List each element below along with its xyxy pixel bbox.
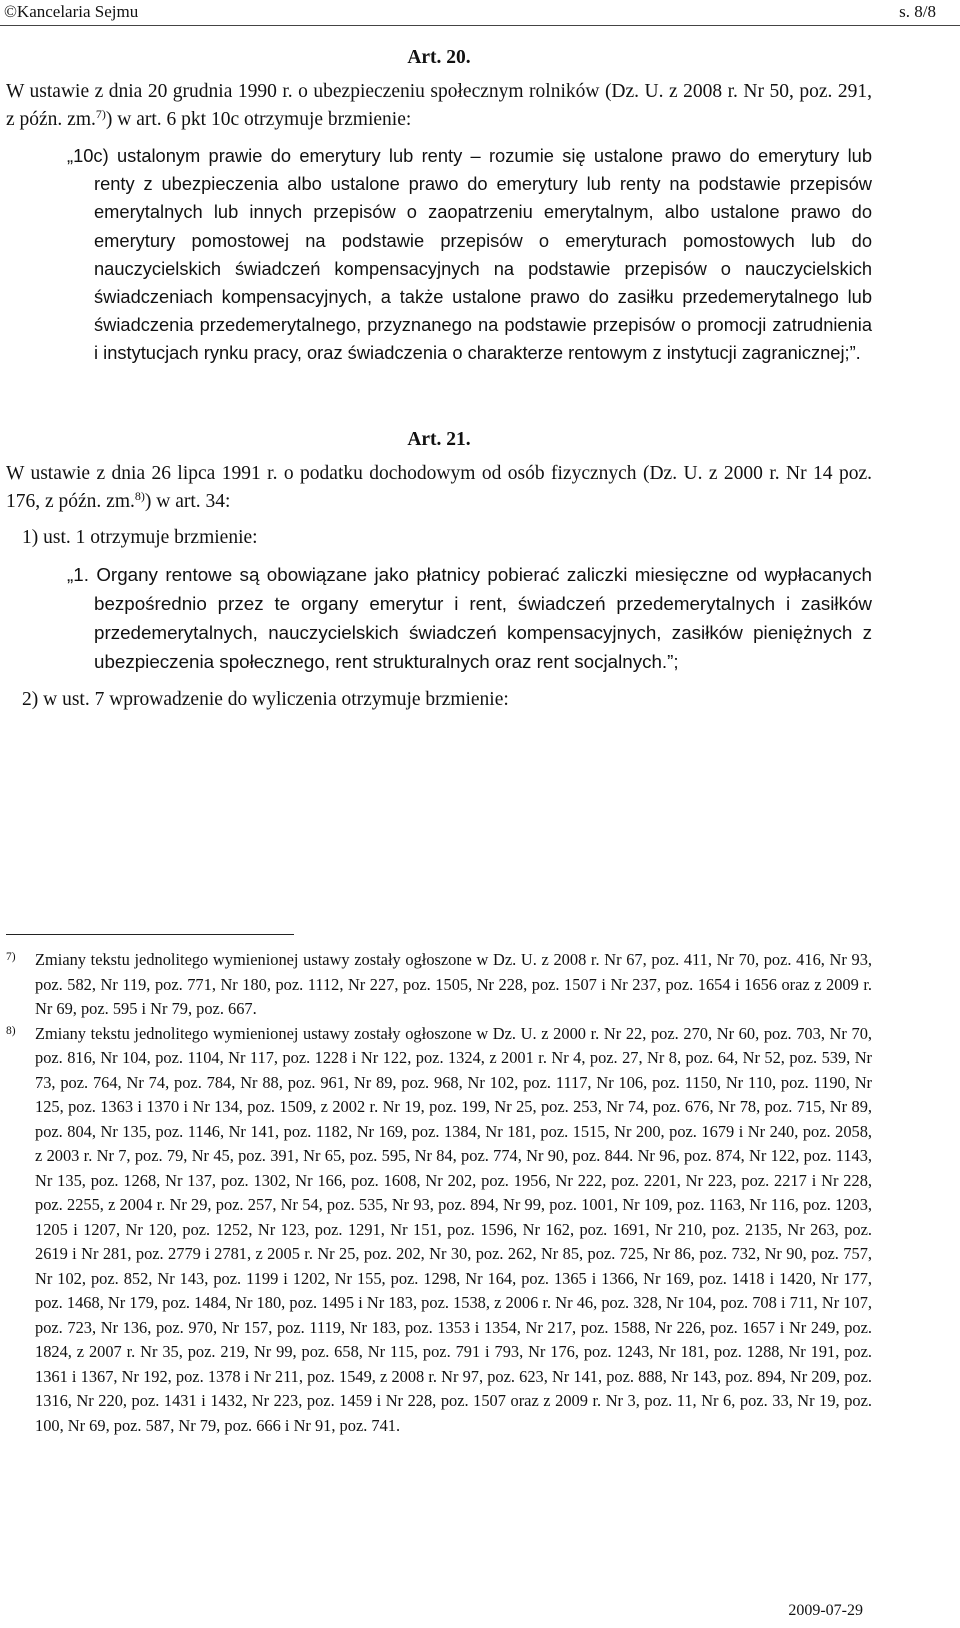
header-page-number: s. 8/8 [899,2,936,21]
footnote-8 [6,1022,872,1439]
header-divider [0,25,960,26]
footnote-8-text: Zmiany tekstu jednolitego wymienionej ustawy zostały ogłoszone w Dz. U. z 2000 r. Nr 22, poz. 270, Nr 60, poz. 703, Nr 70, poz. 816, Nr 104, poz. 1104, Nr 117, poz. 1228 i Nr 122, poz. 1324, z 2001 r. Nr 4, poz. 27, Nr 8, poz. 64, Nr 52, poz. 539, Nr 73, poz. 764, Nr 74, poz. 784, Nr 88, poz. 961, Nr 89, poz. 968, Nr 102, poz. 1117, Nr 106, poz. 1150, Nr 110, poz. 1190, Nr 125, poz. 1363 i 1370 i Nr 134, poz. 1509, z 2002 r. Nr 19, poz. 199, Nr 25, poz. 253, Nr 74, poz. 676, Nr 78, poz. 715, Nr 89, poz. 804, Nr 135, poz. 1146, Nr 141, poz. 1182, Nr 169, poz. 1384, Nr 181, poz. 1515, Nr 200, poz. 1679 i Nr 240, poz. 2058, z 2003 r. Nr 7, poz. 79, Nr 45, poz. 391, Nr 65, poz. 595, Nr 84, poz. 774, Nr 90, poz. 844. Nr 96, poz. 874, Nr 122, poz. 1143, Nr 135, poz. 1268, Nr 137, poz. 1302, Nr 166, poz. 1608, Nr 202, poz. 1956, Nr 222, poz. 2201, Nr 223, poz. 2217 i Nr 228, poz. 2255, z 2004 r. Nr 29, poz. 257, Nr 54, poz. 535, Nr 93, poz. 894, Nr 99, poz. 1001, Nr 109, poz. 1163, Nr 116, poz. 1203, 1205 i 1207, Nr 120, poz. 1252, Nr 123, poz. 1291, Nr 151, poz. 1596, Nr 162, poz. 1691, Nr 210, poz. 2135, Nr 263, poz. 2619 i Nr 281, poz. 2779 i 2781, z 2005 r. Nr 25, poz. 202, Nr 30, poz. 262, Nr 85, poz. 725, Nr 86, poz. 732, Nr 90, poz. 757, Nr 102, poz. 852, Nr 143, poz. 1199 i 1202, Nr 155, poz. 1298, Nr 164, poz. 1365 i 1366, Nr 169, poz. 1418 i 1420, Nr 177, poz. 1468, Nr 179, poz. 1484, Nr 180, poz. 1495 i Nr 183, poz. 1538, z 2006 r. Nr 46, poz. 328, Nr 104, poz. 708 i 711, Nr 107, poz. 723, Nr 136, poz. 970, Nr 157, poz. 1119, Nr 183, poz. 1353 i 1354, Nr 217, poz. 1588, Nr 226, poz. 1657 i Nr 249, poz. 1824, z 2007 r. Nr 35, poz. 219, Nr 99, poz. 658, Nr 115, poz. 791 i 793, Nr 176, poz. 1243, Nr 181, poz. 1288, Nr 191, poz. 1361 i 1367, Nr 192, poz. 1378 i Nr 211, poz. 1549, z 2008 r. Nr 97, poz. 623, Nr 141, poz. 888, Nr 143, poz. 894, Nr 209, poz. 1316, Nr 220, poz. 1431 i 1432, Nr 223, poz. 1459 i Nr 228, poz. 1507 oraz z 2009 r. Nr 3, poz. 11, Nr 6, poz. 33, Nr 19, poz. 100, Nr 69, poz. 587, Nr 79, poz. 666 i Nr 91, poz. 741. [35,1023,872,1435]
footnote-8-mark: 8) [6,1024,16,1037]
document-body [6,44,872,714]
footnote-divider [6,934,294,935]
footer-date: 2009-07-29 [788,1602,863,1619]
article-20-intro-end: ) w art. 6 pkt 10c otrzymuje brzmienie: [105,109,412,130]
article-20-quoted-provision: „10c) ustalonym prawie do emerytury lub renty – rozumie się ustalone prawo do emerytury lub renty z ubezpieczenia albo ustalone prawo do emerytury lub renty na podstawie przepisów emerytalnych lub innych przepisów o zaopatrzeniu emerytalnym, albo ustalone prawo do emerytury pomostowej na podstawie przepisów o emeryturach pomostowych lub do nauczycielskich świadczeń kompensacyjnych na podstawie przepisów o nauczycielskich świadczeniach kompensacyjnych, a także ustalone prawo do zasiłku przedemerytalnego lub świadczenia przedemerytalnego, przyznanego na podstawie przepisów o promocji zatrudnienia i instytucjach rynku pracy, oraz świadczenia o charakterze rentowym z instytucji zagranicznej;”. [67,145,872,364]
footnote-ref-7[interactable]: 7) [95,107,106,121]
article-20 [6,44,872,368]
footnotes [6,948,872,1438]
article-20-intro-text: W ustawie z dnia 20 grudnia 1990 r. o ubezpieczeniu społecznym rolników (Dz. U. z 2008 r. Nr 50, poz. 291, z późn. zm. [6,81,872,130]
article-21-intro-text: W ustawie z dnia 26 lipca 1991 r. o podatku dochodowym od osób fizycznych (Dz. U. z 2000 r. Nr 14 poz. 176, z późn. zm. [6,462,872,512]
header-source: ©Kancelaria Sejmu [4,2,139,21]
footnote-ref-8[interactable]: 8) [134,488,145,503]
page-header [0,0,960,24]
article-20-intro [6,78,872,134]
article-21 [6,426,872,714]
footnote-7 [6,948,872,1022]
footnote-7-text: Zmiany tekstu jednolitego wymienionej ustawy zostały ogłoszone w Dz. U. z 2008 r. Nr 67, poz. 411, Nr 70, poz. 416, Nr 93, poz. 582, Nr 119, poz. 771, Nr 180, poz. 1112, Nr 227, poz. 1505, Nr 228, poz. 1507 i Nr 237, poz. 1654 i 1656 oraz z 2009 r. Nr 69, poz. 595 i Nr 79, poz. 667. [35,950,872,1018]
article-21-point-2: 2) w ust. 7 wprowadzenie do wyliczenia otrzymuje brzmienie: [22,688,509,710]
article-21-heading: Art. 21. [407,428,471,450]
footnote-7-mark: 7) [6,951,16,963]
article-21-point-1: 1) ust. 1 otrzymuje brzmienie: [22,526,258,548]
article-21-intro [6,460,872,516]
article-20-heading: Art. 20. [407,47,471,68]
article-21-intro-end: ) w art. 34: [144,490,231,512]
article-21-quoted-provision: „1. Organy rentowe są obowiązane jako płatnicy pobierać zaliczki miesięczne od wypłacanych bezpośrednio przez te organy emerytur i rent, świadczeń przedemerytalnych i zasiłków przedemerytalnych, nauczycielskich świadczeń kompensacyjnych, zasiłków pieniężnych z ubezpieczenia społecznego, rent strukturalnych oraz rent socjalnych.”; [67,563,872,672]
